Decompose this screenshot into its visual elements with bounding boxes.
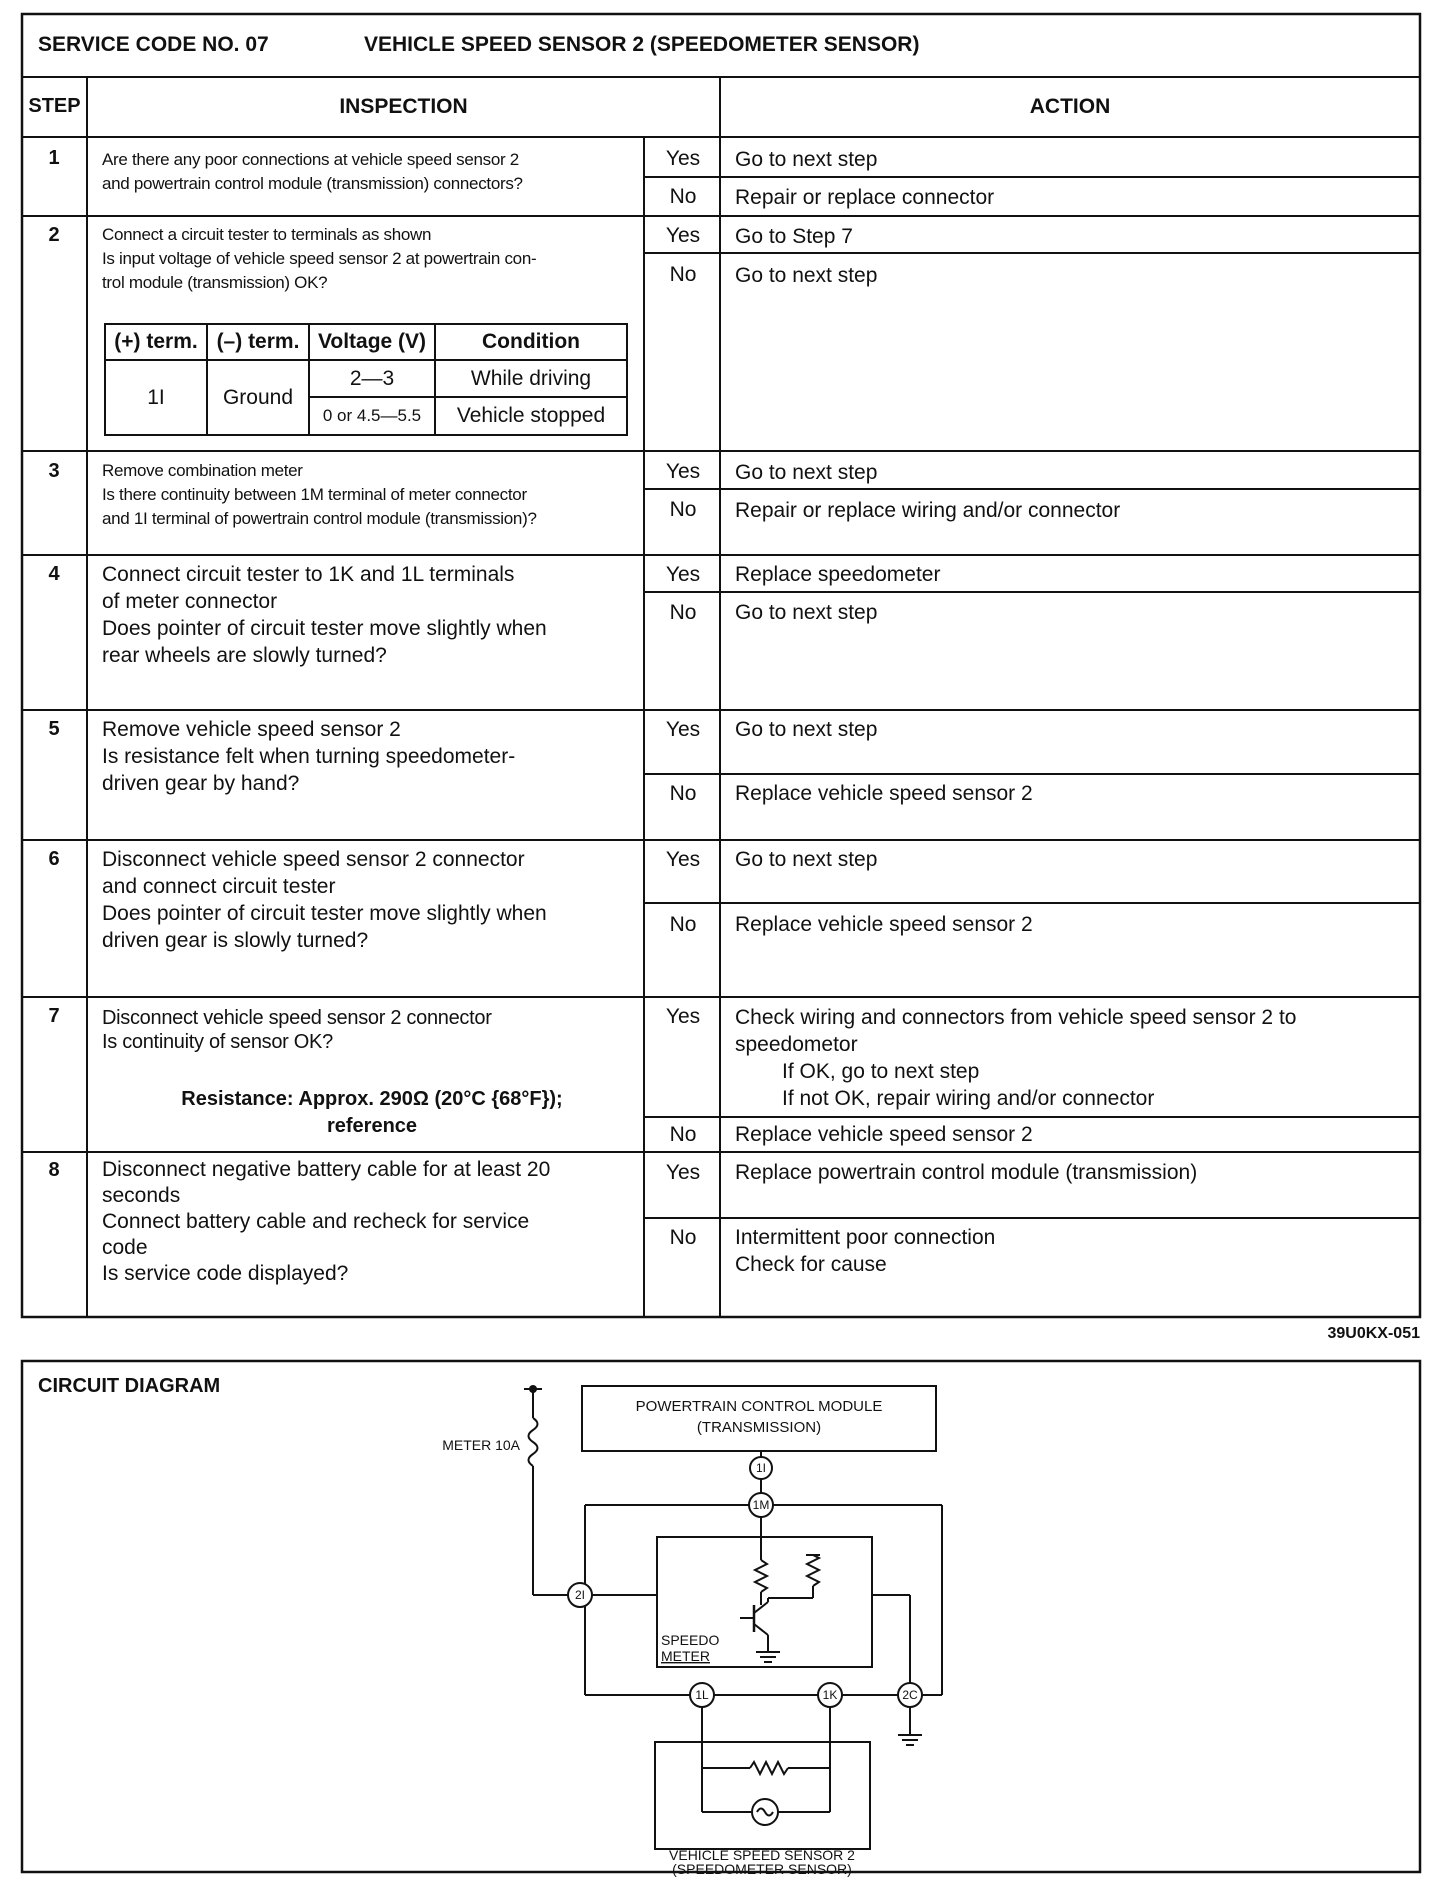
inspection-line: seconds: [102, 1184, 181, 1207]
voltage-header-plus: (+) term.: [105, 324, 207, 360]
column-header-step: STEP: [28, 95, 81, 117]
inspection-line: trol module (transmission) OK?: [102, 273, 328, 292]
yes-label: Yes: [665, 1161, 701, 1184]
no-label: No: [669, 498, 697, 521]
pcm-label: (TRANSMISSION): [696, 1419, 822, 1436]
voltage-header-voltage: Voltage (V): [309, 324, 435, 360]
inspection-line: and 1I terminal of powertrain control module (transmission)?: [102, 509, 537, 528]
yes-action: Go to Step 7: [735, 225, 853, 248]
yes-label: Yes: [665, 460, 701, 483]
no-action: Go to next step: [735, 601, 878, 624]
voltage-header-condition: Condition: [435, 324, 627, 360]
action-line: Intermittent poor connection: [735, 1226, 996, 1249]
voltage-header-minus: (–) term.: [207, 324, 309, 360]
inspection-line: Is service code displayed?: [102, 1262, 349, 1285]
inspection-line: Are there any poor connections at vehicle speed sensor 2: [102, 150, 519, 169]
inspection-line: Remove vehicle speed sensor 2: [102, 718, 401, 741]
voltage-condition: Vehicle stopped: [435, 397, 627, 435]
terminal-label: 1I: [755, 1461, 767, 1475]
column-header-inspection: INSPECTION: [339, 95, 468, 118]
yes-action: Replace powertrain control module (transmission): [735, 1161, 1198, 1184]
action-line: Check wiring and connectors from vehicle speed sensor 2 to: [735, 1006, 1297, 1029]
step-number: 4: [48, 563, 60, 585]
inspection-line: Is there continuity between 1M terminal of meter connector: [102, 485, 527, 504]
no-label: No: [669, 1123, 697, 1146]
inspection-line: Is input voltage of vehicle speed sensor 2 at powertrain con-: [102, 249, 537, 268]
no-action: Go to next step: [735, 264, 878, 287]
circuit-title: CIRCUIT DIAGRAM: [38, 1375, 221, 1397]
voltage-value: 0 or 4.5—5.5: [309, 397, 435, 435]
fuse-symbol: [529, 1418, 538, 1466]
inspection-line: driven gear by hand?: [102, 772, 300, 795]
figure-reference: 39U0KX-051: [1327, 1325, 1420, 1342]
inspection-line: code: [102, 1236, 148, 1259]
spec-line: Resistance: Approx. 290Ω (20°C {68°F});: [181, 1088, 563, 1110]
action-line: speedometor: [735, 1033, 858, 1056]
meter-resistor: [755, 1560, 767, 1592]
meter-label: SPEEDO: [661, 1632, 720, 1648]
no-label: No: [669, 782, 697, 805]
inspection-line: driven gear is slowly turned?: [102, 929, 369, 952]
no-label: No: [669, 601, 697, 624]
terminal-label: 2I: [574, 1588, 586, 1602]
no-action: Replace vehicle speed sensor 2: [735, 1123, 1033, 1146]
meter-label: METER: [661, 1648, 710, 1664]
step-number: 8: [48, 1159, 60, 1181]
spec-line: reference: [326, 1115, 418, 1137]
yes-label: Yes: [665, 147, 701, 170]
voltage-value: 2—3: [309, 360, 435, 397]
inspection-line: Does pointer of circuit tester move slightly when: [102, 902, 547, 925]
sensor-label: (SPEEDOMETER SENSOR): [672, 1861, 852, 1877]
inspection-line: rear wheels are slowly turned?: [102, 644, 387, 667]
yes-label: Yes: [665, 848, 701, 871]
action-line: If OK, go to next step: [782, 1060, 980, 1083]
voltage-plus-term: 1I: [105, 360, 207, 435]
inspection-line: Connect a circuit tester to terminals as shown: [102, 225, 432, 244]
no-label: No: [669, 913, 697, 936]
inspection-line: Remove combination meter: [102, 461, 303, 480]
yes-action: Go to next step: [735, 718, 878, 741]
terminal-label: 2C: [902, 1688, 918, 1702]
voltage-condition: While driving: [435, 360, 627, 397]
step-number: 2: [48, 224, 60, 246]
inspection-line: and connect circuit tester: [102, 875, 336, 898]
no-action: Repair or replace wiring and/or connector: [735, 499, 1121, 522]
fuse-label: METER 10A: [442, 1437, 520, 1453]
yes-label: Yes: [665, 718, 701, 741]
service-title: VEHICLE SPEED SENSOR 2 (SPEEDOMETER SENSOR): [364, 33, 920, 56]
service-code: SERVICE CODE NO. 07: [38, 33, 269, 56]
step-number: 5: [48, 718, 60, 740]
yes-action: Go to next step: [735, 848, 878, 871]
voltage-minus-term: Ground: [207, 360, 309, 435]
step-number: 6: [48, 848, 60, 870]
column-header-action: ACTION: [1029, 95, 1111, 118]
yes-label: Yes: [665, 1005, 701, 1028]
terminal-label: 1L: [695, 1688, 709, 1702]
sensor-box: [655, 1742, 870, 1849]
action-line: Check for cause: [735, 1253, 887, 1276]
inspection-line: Disconnect vehicle speed sensor 2 connector: [102, 1007, 492, 1029]
inspection-line: Connect circuit tester to 1K and 1L terminals: [102, 563, 515, 586]
inspection-line: Is resistance felt when turning speedometer-: [102, 745, 516, 768]
inspection-line: Disconnect negative battery cable for at least 20: [102, 1158, 551, 1181]
sensor-resistor: [750, 1762, 788, 1774]
no-action: Replace vehicle speed sensor 2: [735, 782, 1033, 805]
action-line: If not OK, repair wiring and/or connector: [782, 1087, 1155, 1110]
no-label: No: [669, 263, 697, 286]
inspection-line: of meter connector: [102, 590, 278, 613]
no-action: Repair or replace connector: [735, 186, 995, 209]
yes-label: Yes: [665, 224, 701, 247]
yes-action: Replace speedometer: [735, 563, 941, 586]
inspection-line: Connect battery cable and recheck for service: [102, 1210, 530, 1233]
inspection-line: Is continuity of sensor OK?: [102, 1031, 333, 1053]
no-label: No: [669, 185, 697, 208]
sensor-label: VEHICLE SPEED SENSOR 2: [669, 1847, 855, 1863]
inspection-line: and powertrain control module (transmission) connectors?: [102, 174, 523, 193]
no-action: Replace vehicle speed sensor 2: [735, 913, 1033, 936]
step-number: 7: [48, 1005, 60, 1027]
no-label: No: [669, 1226, 697, 1249]
pcm-label: POWERTRAIN CONTROL MODULE: [635, 1398, 883, 1415]
inspection-line: Disconnect vehicle speed sensor 2 connector: [102, 848, 525, 871]
meter-resistor-2: [807, 1555, 819, 1586]
yes-action: Go to next step: [735, 461, 878, 484]
step-number: 1: [48, 147, 60, 169]
yes-action: Go to next step: [735, 148, 878, 171]
terminal-label: 1K: [822, 1688, 838, 1702]
yes-label: Yes: [665, 563, 701, 586]
inspection-line: Does pointer of circuit tester move slightly when: [102, 617, 547, 640]
step-number: 3: [48, 460, 60, 482]
terminal-label: 1M: [752, 1498, 770, 1512]
